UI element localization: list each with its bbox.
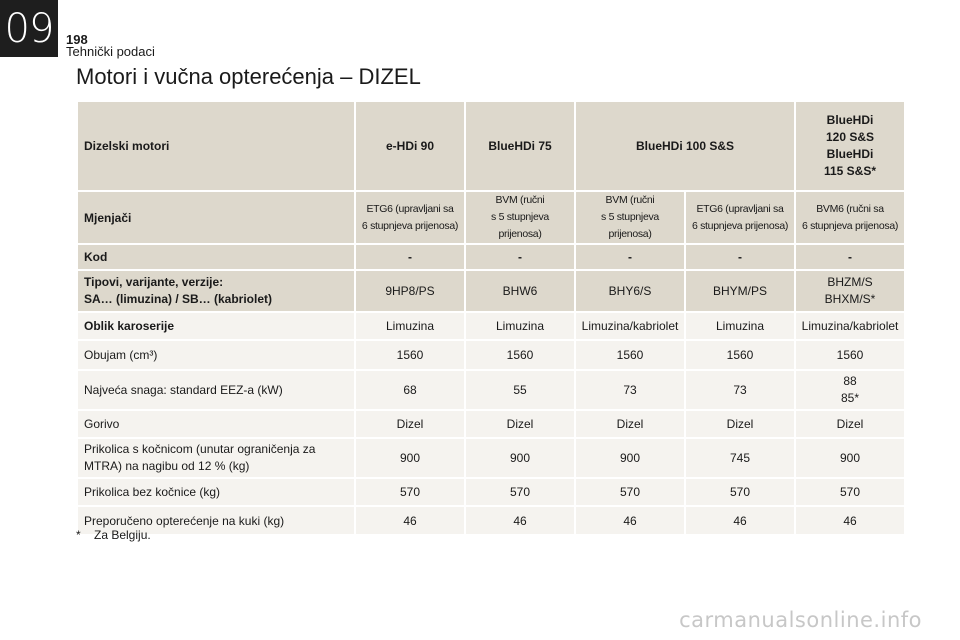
table-cell: Dizel — [356, 411, 464, 437]
gearbox-cell: BVM (ručni s 5 stupnjeva prijenosa) — [466, 192, 574, 243]
section-name: Tehnički podaci — [66, 44, 155, 59]
table-cell: 46 — [356, 507, 464, 534]
table-cell: 745 — [686, 439, 794, 477]
code-cell: - — [466, 245, 574, 269]
table-cell: 1560 — [686, 341, 794, 369]
table-cell: Limuzina — [356, 313, 464, 339]
type-cell: BHYM/PS — [686, 271, 794, 311]
gearbox-row — [78, 192, 904, 243]
gearbox-label: Mjenjači — [78, 192, 354, 243]
table-cell: 55 — [466, 371, 574, 409]
table-cell: Dizel — [686, 411, 794, 437]
table-cell: 570 — [686, 479, 794, 505]
table-cell: 73 — [576, 371, 684, 409]
engine-bluehdi-120: BlueHDi 120 S&S BlueHDi 115 S&S* — [796, 102, 904, 190]
table-row — [78, 341, 904, 369]
table-cell: 1560 — [356, 341, 464, 369]
row-label: Oblik karoserije — [78, 313, 354, 339]
gearbox-cell: ETG6 (upravljani sa 6 stupnjeva prijenosa) — [686, 192, 794, 243]
table-cell: 68 — [356, 371, 464, 409]
watermark: carmanualsonline.info — [679, 608, 922, 632]
table-cell: 570 — [466, 479, 574, 505]
table-row — [78, 313, 904, 339]
code-cell: - — [796, 245, 904, 269]
code-cell: - — [686, 245, 794, 269]
table-cell: 88 85* — [796, 371, 904, 409]
table-cell: 1560 — [576, 341, 684, 369]
table-cell: 900 — [796, 439, 904, 477]
table-row — [78, 479, 904, 505]
footnote-mark: * — [76, 528, 81, 542]
table-cell: 1560 — [466, 341, 574, 369]
table-cell: 570 — [356, 479, 464, 505]
table-cell: 73 — [686, 371, 794, 409]
table-cell: Limuzina/kabriolet — [576, 313, 684, 339]
gearbox-cell: ETG6 (upravljani sa 6 stupnjeva prijenosa) — [356, 192, 464, 243]
types-row — [78, 271, 904, 311]
row-label: Prikolica s kočnicom (unutar ograničenja za MTRA) na nagibu od 12 % (kg) — [78, 439, 354, 477]
engine-ehdi-90: e-HDi 90 — [356, 102, 464, 190]
page-number: 198 — [66, 32, 88, 47]
table-cell: 900 — [576, 439, 684, 477]
type-cell: BHY6/S — [576, 271, 684, 311]
type-cell: 9HP8/PS — [356, 271, 464, 311]
code-row — [78, 245, 904, 269]
row-label: Preporučeno opterećenje na kuki (kg) — [78, 507, 354, 534]
table-cell: 1560 — [796, 341, 904, 369]
table-cell: 46 — [576, 507, 684, 534]
table-cell: 46 — [686, 507, 794, 534]
table-cell: Dizel — [466, 411, 574, 437]
footnote — [76, 528, 151, 542]
footnote-text: Za Belgiju. — [94, 528, 151, 542]
table-cell: Dizel — [796, 411, 904, 437]
table-cell: 46 — [466, 507, 574, 534]
code-cell: - — [356, 245, 464, 269]
code-cell: - — [576, 245, 684, 269]
engines-label: Dizelski motori — [78, 102, 354, 190]
table-cell: Limuzina/kabriolet — [796, 313, 904, 339]
row-label: Gorivo — [78, 411, 354, 437]
engines-row — [78, 102, 904, 190]
table-cell: 570 — [576, 479, 684, 505]
engine-bluehdi-75: BlueHDi 75 — [466, 102, 574, 190]
table-row — [78, 371, 904, 409]
row-label: Prikolica bez kočnice (kg) — [78, 479, 354, 505]
table-cell: 900 — [466, 439, 574, 477]
chapter-tab: 09 — [0, 0, 58, 57]
row-label: Obujam (cm³) — [78, 341, 354, 369]
engine-bluehdi-100: BlueHDi 100 S&S — [576, 102, 794, 190]
diesel-engines-table — [76, 100, 906, 536]
table-row — [78, 439, 904, 477]
table-row — [78, 411, 904, 437]
row-label: Najveća snaga: standard EEZ-a (kW) — [78, 371, 354, 409]
type-cell: BHW6 — [466, 271, 574, 311]
gearbox-cell: BVM (ručni s 5 stupnjeva prijenosa) — [576, 192, 684, 243]
page-title: Motori i vučna opterećenja – DIZEL — [76, 64, 421, 89]
type-cell: BHZM/S BHXM/S* — [796, 271, 904, 311]
table-cell: 46 — [796, 507, 904, 534]
table-cell: Limuzina — [466, 313, 574, 339]
table-cell: Limuzina — [686, 313, 794, 339]
table-cell: Dizel — [576, 411, 684, 437]
types-label: Tipovi, varijante, verzije: SA… (limuzina) / SB… (kabriolet) — [78, 271, 354, 311]
code-label: Kod — [78, 245, 354, 269]
gearbox-cell: BVM6 (ručni sa 6 stupnjeva prijenosa) — [796, 192, 904, 243]
table-cell: 570 — [796, 479, 904, 505]
table-cell: 900 — [356, 439, 464, 477]
table-row — [78, 507, 904, 534]
